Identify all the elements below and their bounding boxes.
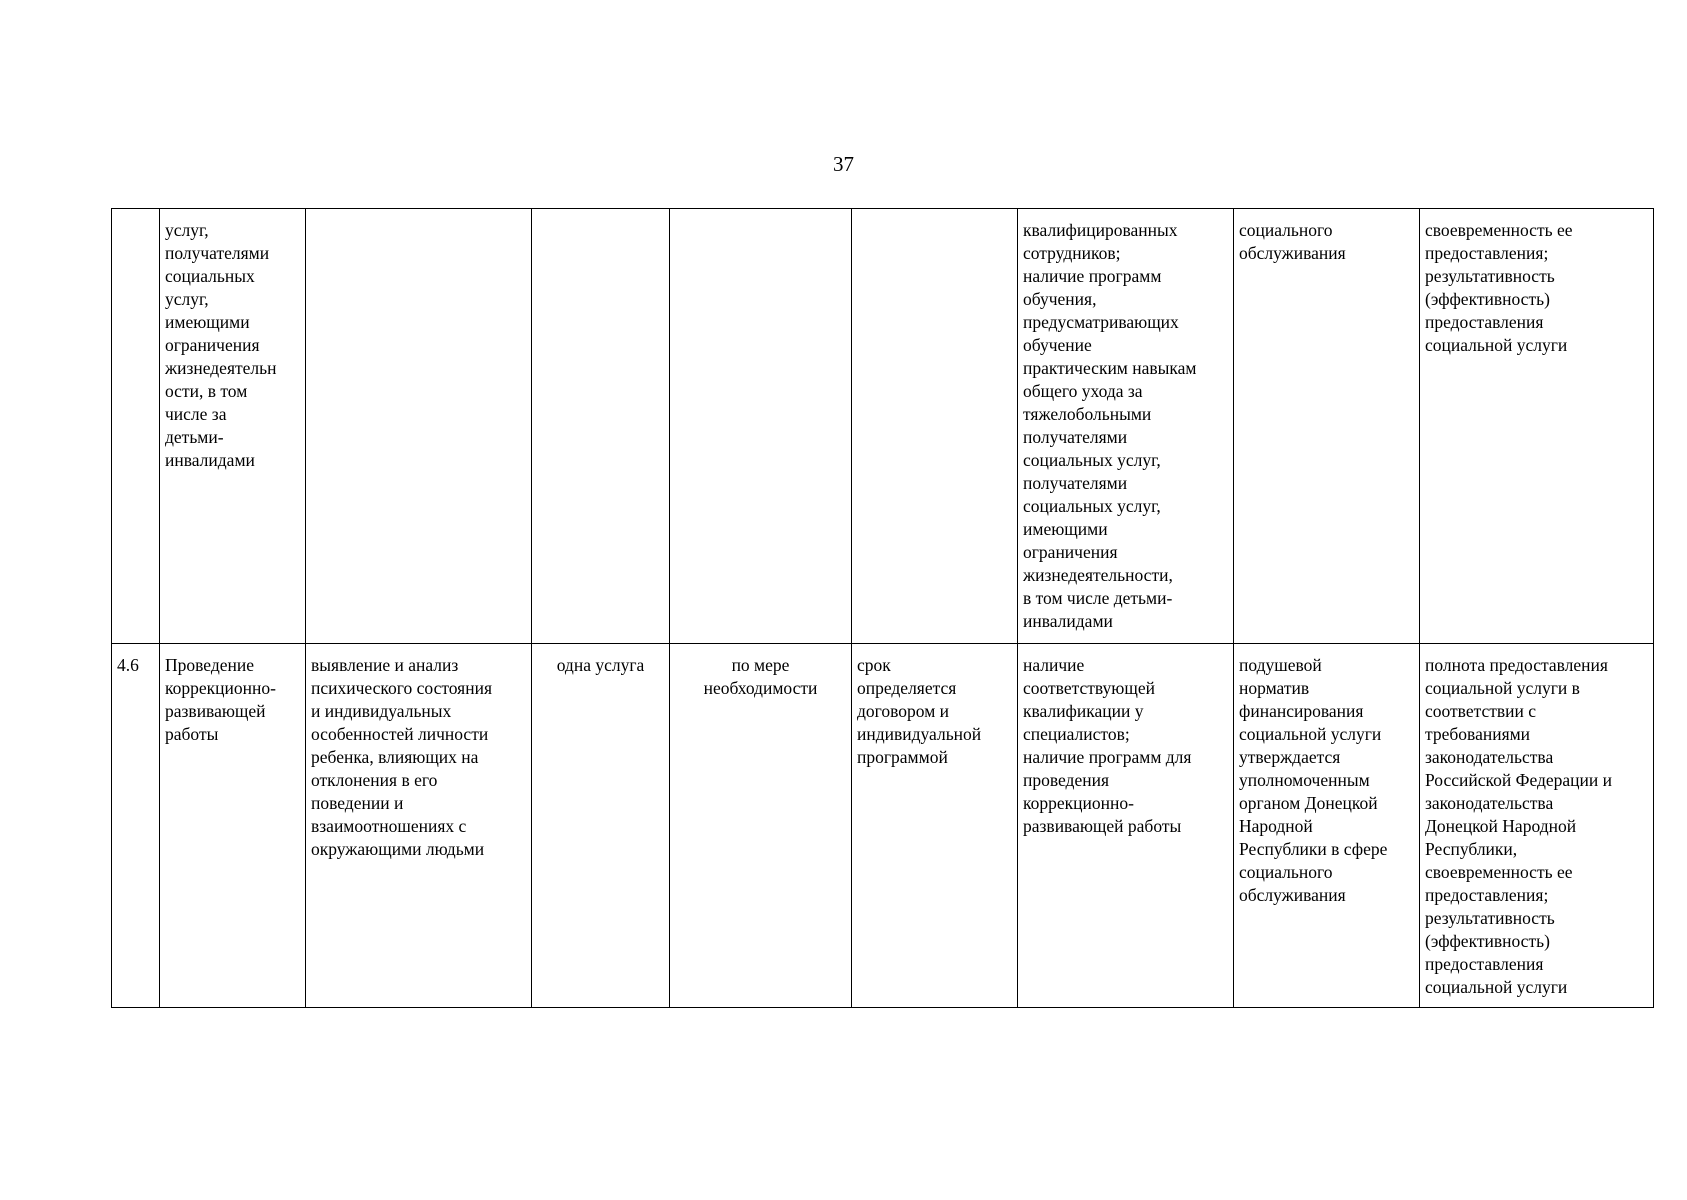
cell-conditions: наличие соответствующей квалификации у специалистов; наличие программ для проведения коррекционно- развивающей работы	[1018, 644, 1234, 1008]
cell-term	[852, 209, 1018, 644]
cell-unit: одна услуга	[532, 644, 670, 1008]
cell-service-name: Проведение коррекционно- развивающей работы	[160, 644, 306, 1008]
table-row	[112, 209, 1654, 644]
services-table	[111, 208, 1654, 1008]
page-number: 37	[833, 152, 854, 176]
cell-number	[112, 209, 160, 644]
table-row	[112, 644, 1654, 1008]
cell-description	[306, 209, 532, 644]
cell-service-name: услуг, получателями социальных услуг, имеющими ограничения жизнедеятельн ости, в том числе за детьми- инвалидами	[160, 209, 306, 644]
cell-quality: полнота предоставления социальной услуги в соответствии с требованиями законодательства Российской Федерации и законодательства Донецкой Народной Республики, своевременность ее предоставления; результативность (эффективность) предоставления социальной услуги	[1420, 644, 1654, 1008]
cell-financing: социального обслуживания	[1234, 209, 1420, 644]
cell-quality: своевременность ее предоставления; результативность (эффективность) предоставления социальной услуги	[1420, 209, 1654, 644]
cell-number: 4.6	[112, 644, 160, 1008]
cell-description: выявление и анализ психического состояния и индивидуальных особенностей личности ребенка, влияющих на отклонения в его поведении и взаимоотношениях с окружающими людьми	[306, 644, 532, 1008]
cell-frequency: по мере необходимости	[670, 644, 852, 1008]
cell-financing: подушевой норматив финансирования социальной услуги утверждается уполномоченным органом Донецкой Народной Республики в сфере социального обслуживания	[1234, 644, 1420, 1008]
cell-unit	[532, 209, 670, 644]
cell-frequency	[670, 209, 852, 644]
cell-conditions: квалифицированных сотрудников; наличие программ обучения, предусматривающих обучение практическим навыкам общего ухода за тяжелобольными получателями социальных услуг, получателями социальных услуг, имеющими ограничения жизнедеятельности, в том числе детьми- инвалидами	[1018, 209, 1234, 644]
cell-term: срок определяется договором и индивидуальной программой	[852, 644, 1018, 1008]
